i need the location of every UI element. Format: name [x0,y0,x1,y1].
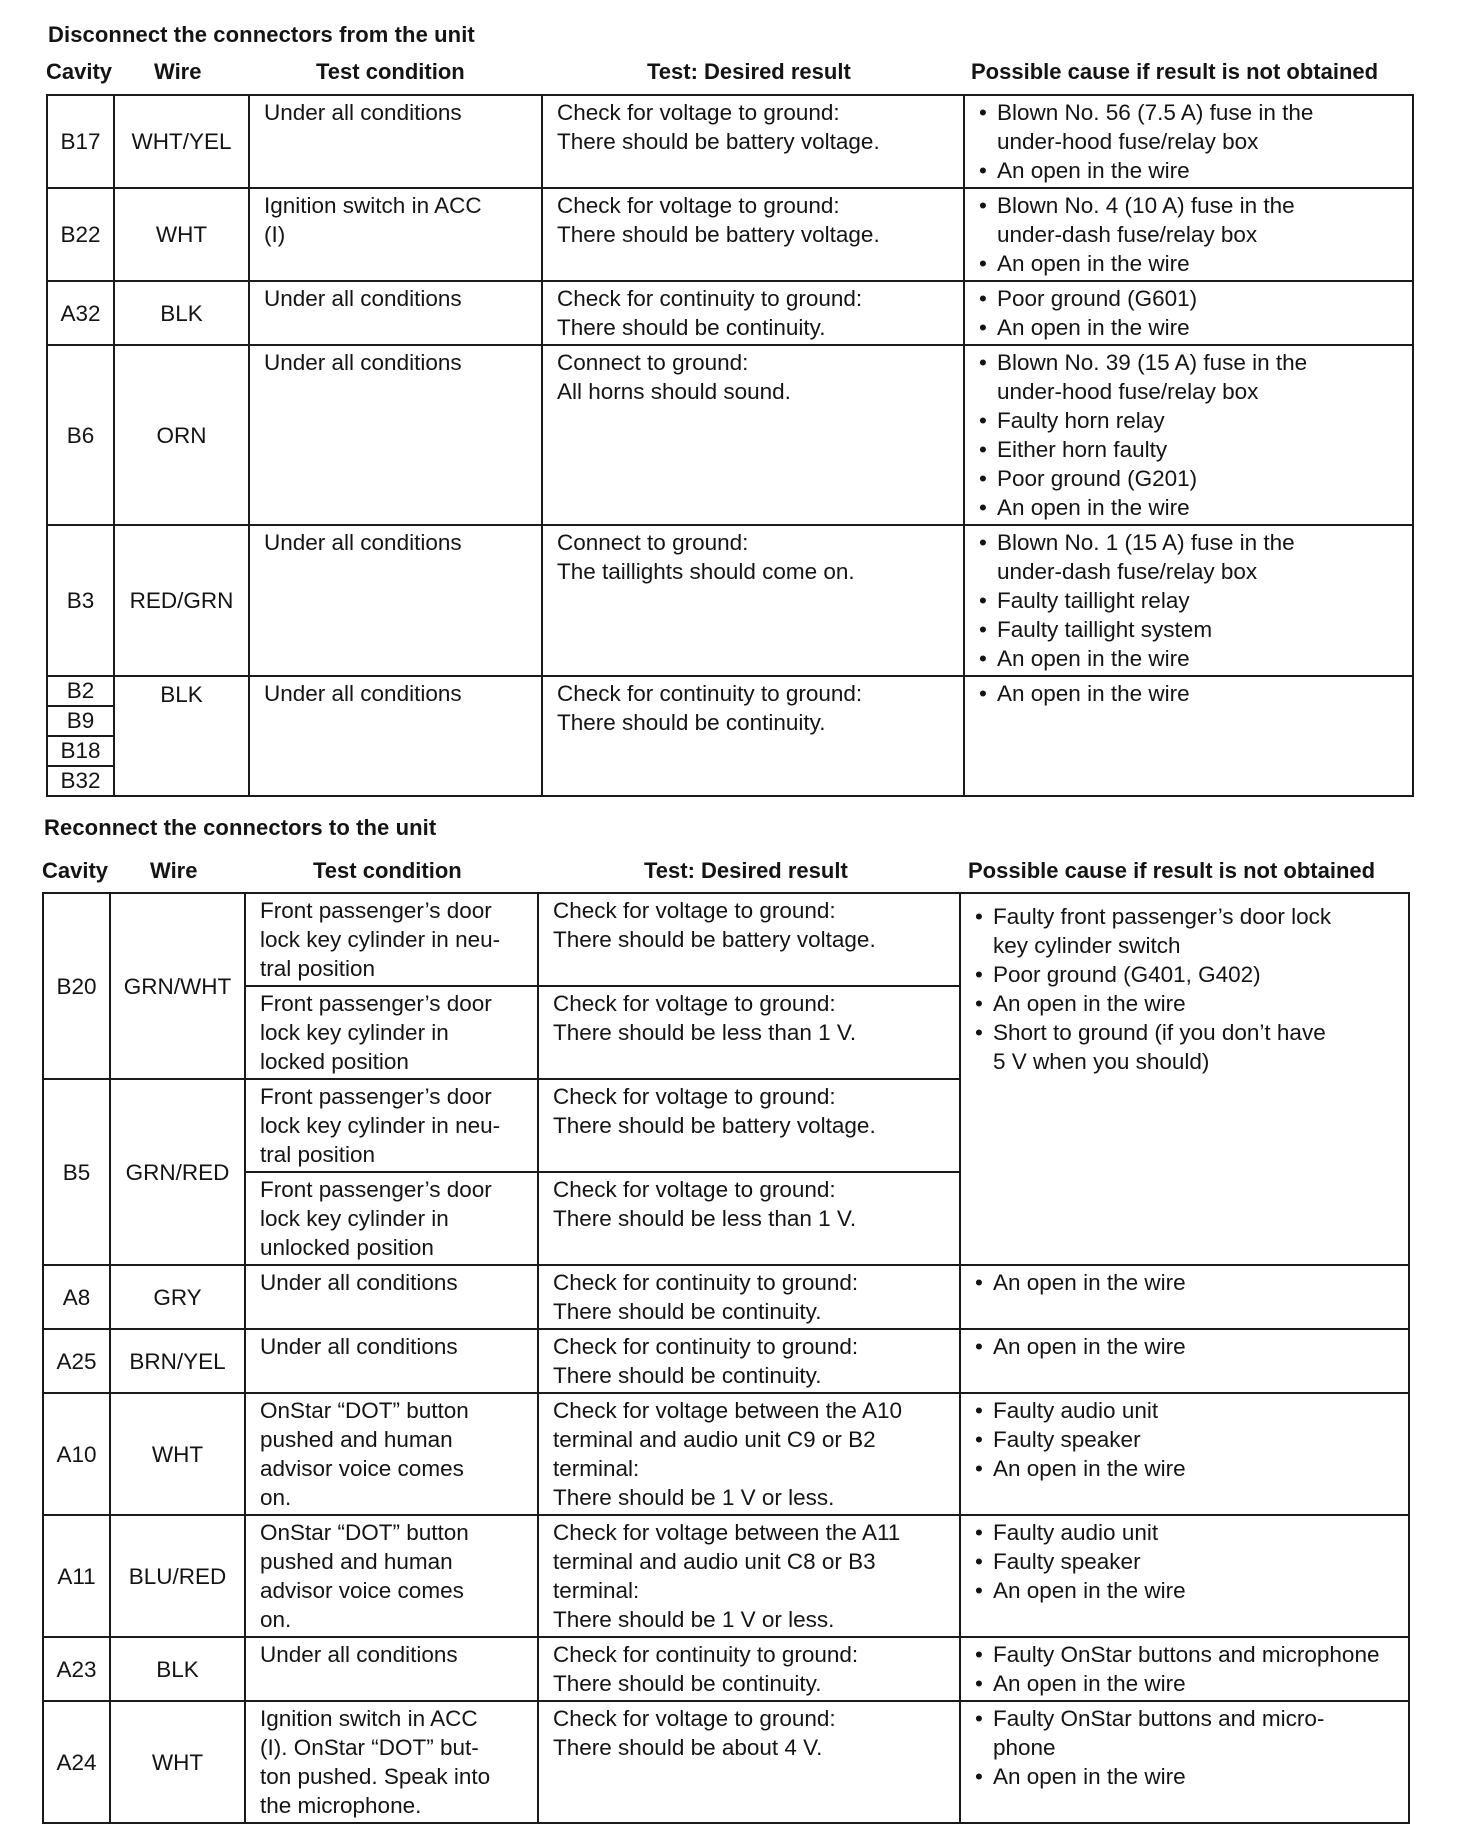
cause-bullet: • An open in the wire [979,158,1190,183]
result-line: Check for continuity to ground: [553,1334,859,1359]
result-cell [538,986,960,1079]
cause-bullet: • Faulty speaker [975,1549,1141,1574]
result-cell [538,1329,960,1393]
result-line: All horns should sound. [557,379,791,404]
cause-bullet: • Faulty taillight system [979,617,1213,642]
wire-cell: BLU/RED [110,1515,245,1637]
header-desired-result: Test: Desired result [647,59,851,84]
cause-bullet: key cylinder switch [993,933,1181,958]
condition-line: (I). OnStar “DOT” but- [260,1735,479,1760]
result-line: There should be continuity. [553,1671,822,1696]
cause-cell [964,188,1413,281]
cavity-cell [47,676,114,796]
condition-cell [249,95,542,188]
cause-bullet: • Faulty audio unit [975,1520,1159,1545]
cavity-cell: B6 [47,345,114,525]
table-row [43,1329,1409,1393]
cavity-cell: A25 [43,1329,110,1393]
condition-cell [249,525,542,676]
cause-bullet: • Faulty OnStar buttons and micro- [975,1706,1325,1731]
cavity-cell: B5 [43,1079,110,1265]
header-desired-result-2: Test: Desired result [644,858,848,883]
table-row [47,345,1413,525]
result-line: There should be about 4 V. [553,1735,823,1760]
header-test-condition: Test condition [316,59,465,84]
header-cavity-2: Cavity [42,858,109,883]
cause-bullet: • Faulty front passenger’s door lock [975,904,1332,929]
cause-bullet: • An open in the wire [979,315,1190,340]
result-cell [538,1172,960,1265]
condition-line: locked position [260,1049,409,1074]
table-row [47,281,1413,345]
cause-bullet: under-hood fuse/relay box [997,379,1259,404]
condition-line: lock key cylinder in [260,1206,449,1231]
result-line: The taillights should come on. [557,559,855,584]
cause-bullet: phone [993,1735,1056,1760]
condition-line: tral position [260,1142,376,1167]
wire-cell: WHT [114,188,249,281]
cause-bullet: • An open in the wire [975,1671,1186,1696]
cause-bullet: • An open in the wire [975,991,1186,1016]
result-line: Check for voltage between the A10 [553,1398,902,1423]
cause-cell [960,1637,1409,1701]
cause-bullet: • Faulty OnStar buttons and microphone [975,1642,1380,1667]
condition-cell [245,1172,538,1265]
cause-cell [960,1701,1409,1823]
result-line: There should be 1 V or less. [553,1607,835,1632]
cavity-cell: B3 [47,525,114,676]
condition-line: tral position [260,956,376,981]
condition-cell [245,1265,538,1329]
table-row [43,1515,1409,1637]
table-row [43,1701,1409,1823]
cavity-label: B9 [48,707,113,737]
cavity-stack [48,677,113,795]
result-cell [538,893,960,986]
header-test-condition-2: Test condition [313,858,462,883]
cause-cell [960,1265,1409,1329]
header-possible-cause-2: Possible cause if result is not obtained [968,858,1376,883]
result-line: There should be less than 1 V. [553,1206,857,1231]
result-cell [538,1079,960,1172]
cause-bullet: • An open in the wire [979,495,1190,520]
condition-line: on. [260,1607,292,1632]
wire-cell: GRY [110,1265,245,1329]
result-line: Check for voltage between the A11 [553,1520,901,1545]
table-row [47,188,1413,281]
cause-bullet: • Either horn faulty [979,437,1168,462]
cause-cell [960,1393,1409,1515]
cause-cell [960,1329,1409,1393]
wire-cell: GRN/RED [110,1079,245,1265]
cause-cell [960,893,1409,1265]
header-wire: Wire [154,59,202,84]
result-line: There should be 1 V or less. [553,1485,835,1510]
result-cell [538,1701,960,1823]
condition-line: Under all conditions [260,1334,458,1359]
cause-cell [964,95,1413,188]
condition-line: pushed and human [260,1549,453,1574]
wire-cell: RED/GRN [114,525,249,676]
condition-line: OnStar “DOT” button [260,1520,469,1545]
result-line: There should be continuity. [553,1363,822,1388]
cause-cell [960,1515,1409,1637]
result-line: Check for continuity to ground: [557,681,863,706]
result-cell [542,525,964,676]
cause-cell [964,345,1413,525]
result-cell [538,1515,960,1637]
cause-bullet: • Blown No. 56 (7.5 A) fuse in the [979,100,1314,125]
cause-bullet: • Faulty speaker [975,1427,1141,1452]
result-line: Check for voltage to ground: [553,1084,836,1109]
disconnect-table [46,94,1414,797]
result-line: Connect to ground: [557,350,749,375]
result-line: Connect to ground: [557,530,749,555]
cause-bullet: • Poor ground (G401, G402) [975,962,1261,987]
result-line: Check for voltage to ground: [557,100,840,125]
result-line: terminal: [553,1456,640,1481]
cause-bullet: • Blown No. 1 (15 A) fuse in the [979,530,1295,555]
result-line: terminal and audio unit C8 or B3 [553,1549,876,1574]
cause-bullet: under-dash fuse/relay box [997,559,1258,584]
result-line: Check for voltage to ground: [557,193,840,218]
result-cell [542,95,964,188]
condition-cell [245,1637,538,1701]
condition-cell [249,188,542,281]
result-cell [538,1393,960,1515]
wire-cell: BLK [110,1637,245,1701]
condition-line: advisor voice comes [260,1456,464,1481]
condition-line: Ignition switch in ACC [264,193,482,218]
cause-bullet: • Blown No. 4 (10 A) fuse in the [979,193,1295,218]
condition-line: Front passenger’s door [260,991,492,1016]
condition-line: Front passenger’s door [260,898,492,923]
cavity-cell: A24 [43,1701,110,1823]
wire-cell: BRN/YEL [110,1329,245,1393]
condition-line: (I) [264,222,286,247]
cause-bullet: • Faulty audio unit [975,1398,1159,1423]
condition-cell [249,281,542,345]
cause-cell [964,676,1413,796]
cause-bullet: • An open in the wire [975,1456,1186,1481]
result-line: Check for continuity to ground: [557,286,863,311]
cavity-cell: A10 [43,1393,110,1515]
result-line: There should be battery voltage. [557,129,880,154]
result-line: terminal and audio unit C9 or B2 [553,1427,876,1452]
result-cell [542,345,964,525]
condition-line: on. [260,1485,292,1510]
result-line: Check for voltage to ground: [553,1177,836,1202]
result-line: There should be continuity. [553,1299,822,1324]
cavity-cell: A8 [43,1265,110,1329]
condition-cell [245,893,538,986]
condition-line: OnStar “DOT” button [260,1398,469,1423]
result-line: Check for voltage to ground: [553,898,836,923]
result-cell [538,1265,960,1329]
table-row [47,95,1413,188]
condition-line: Ignition switch in ACC [260,1706,478,1731]
table-row [43,893,1409,986]
condition-line: Under all conditions [264,350,462,375]
result-line: There should be continuity. [557,315,826,340]
condition-cell [245,1329,538,1393]
header-cavity: Cavity [46,59,113,84]
cause-bullet: • An open in the wire [975,1764,1186,1789]
condition-line: the microphone. [260,1793,422,1818]
cause-bullet: • An open in the wire [979,681,1190,706]
condition-line: Under all conditions [264,681,462,706]
cause-bullet: • Faulty horn relay [979,408,1165,433]
cause-bullet: • Poor ground (G601) [979,286,1198,311]
wire-cell: BLK [114,281,249,345]
result-line: There should be less than 1 V. [553,1020,857,1045]
wire-cell: BLK [114,676,249,796]
result-line: Check for continuity to ground: [553,1642,859,1667]
condition-line: ton pushed. Speak into [260,1764,491,1789]
condition-line: Under all conditions [264,100,462,125]
condition-cell [249,676,542,796]
condition-line: Under all conditions [260,1642,458,1667]
cavity-cell: A23 [43,1637,110,1701]
condition-line: unlocked position [260,1235,434,1260]
cavity-label: B18 [48,737,113,767]
cavity-cell: A32 [47,281,114,345]
cause-bullet: • An open in the wire [979,646,1190,671]
wire-cell: GRN/WHT [110,893,245,1079]
cavity-cell: A11 [43,1515,110,1637]
condition-line: Under all conditions [260,1270,458,1295]
reconnect-table [42,892,1410,1824]
cause-bullet: • An open in the wire [975,1270,1186,1295]
condition-line: lock key cylinder in neu- [260,1113,501,1138]
disconnect-section-title: Disconnect the connectors from the unit [48,22,475,47]
cause-cell [964,281,1413,345]
header-possible-cause: Possible cause if result is not obtained [971,59,1379,84]
cause-bullet: • Blown No. 39 (15 A) fuse in the [979,350,1308,375]
condition-cell [249,345,542,525]
condition-cell [245,1079,538,1172]
cause-cell [964,525,1413,676]
cause-bullet: • Faulty taillight relay [979,588,1190,613]
result-cell [542,281,964,345]
condition-line: Front passenger’s door [260,1084,492,1109]
wire-cell: WHT [110,1701,245,1823]
result-line: Check for voltage to ground: [553,1706,836,1731]
cavity-label: B32 [60,768,101,793]
condition-line: lock key cylinder in [260,1020,449,1045]
cause-bullet: • An open in the wire [975,1334,1186,1359]
result-line: There should be battery voltage. [553,927,876,952]
result-line: Check for voltage to ground: [553,991,836,1016]
condition-line: pushed and human [260,1427,453,1452]
cause-bullet: • Short to ground (if you don’t have [975,1020,1326,1045]
table-row [47,676,1413,796]
cavity-cell: B17 [47,95,114,188]
cause-bullet: 5 V when you should) [993,1049,1210,1074]
header-wire-2: Wire [150,858,198,883]
result-line: There should be continuity. [557,710,826,735]
result-line: terminal: [553,1578,640,1603]
condition-cell [245,986,538,1079]
cause-bullet: • Poor ground (G201) [979,466,1198,491]
table-row [43,1393,1409,1515]
condition-cell [245,1393,538,1515]
wire-cell: ORN [114,345,249,525]
table-row [43,1265,1409,1329]
cause-bullet: • An open in the wire [975,1578,1186,1603]
result-line: There should be battery voltage. [557,222,880,247]
condition-cell [245,1515,538,1637]
result-line: Check for continuity to ground: [553,1270,859,1295]
condition-line: Under all conditions [264,286,462,311]
table-row [47,525,1413,676]
condition-line: lock key cylinder in neu- [260,927,501,952]
result-cell [542,188,964,281]
wire-cell: WHT/YEL [114,95,249,188]
result-cell [538,1637,960,1701]
cause-bullet: • An open in the wire [979,251,1190,276]
table-row [43,1637,1409,1701]
wire-cell: WHT [110,1393,245,1515]
cavity-cell: B20 [43,893,110,1079]
condition-line: Under all conditions [264,530,462,555]
reconnect-section-title: Reconnect the connectors to the unit [44,815,437,840]
result-line: There should be battery voltage. [553,1113,876,1138]
cavity-label: B2 [48,677,113,707]
cavity-cell: B22 [47,188,114,281]
condition-line: Front passenger’s door [260,1177,492,1202]
cause-bullet: under-hood fuse/relay box [997,129,1259,154]
condition-line: advisor voice comes [260,1578,464,1603]
condition-cell [245,1701,538,1823]
cause-bullet: under-dash fuse/relay box [997,222,1258,247]
result-cell [542,676,964,796]
